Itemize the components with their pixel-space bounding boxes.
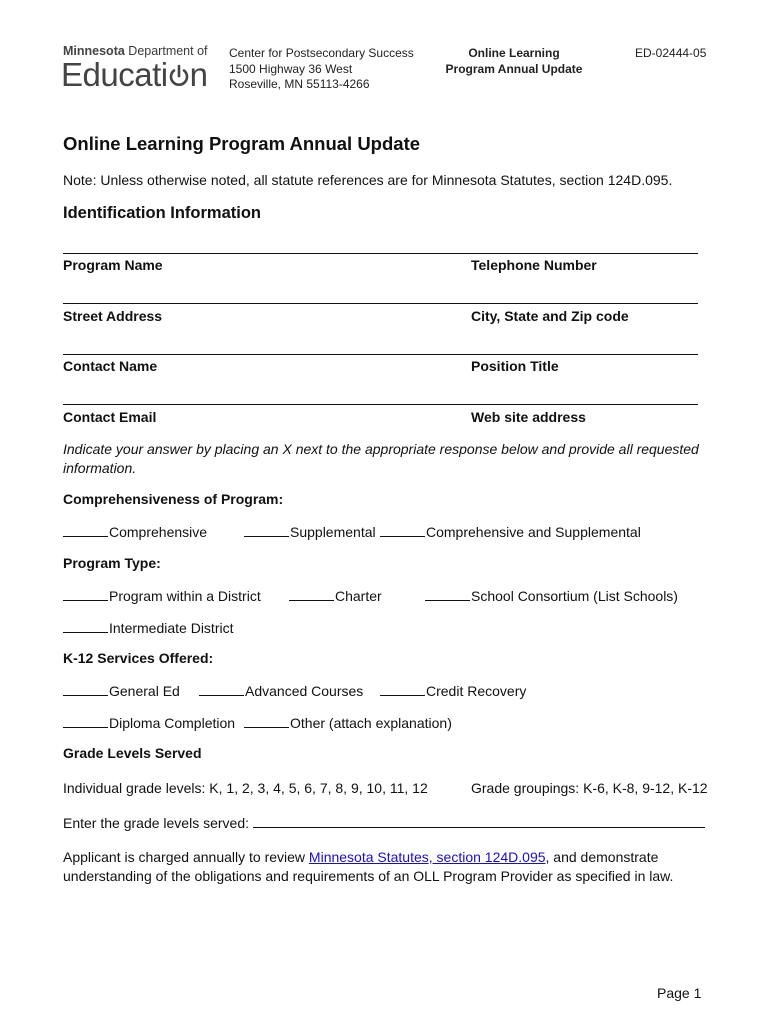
option-advanced-courses[interactable]: Advanced Courses bbox=[199, 681, 363, 701]
street-address-label: Street Address bbox=[63, 308, 163, 324]
services-heading: K-12 Services Offered: bbox=[63, 650, 214, 666]
checkbox-blank[interactable] bbox=[244, 713, 289, 728]
enter-grade-levels: Enter the grade levels served: bbox=[63, 813, 705, 833]
page-number: Page 1 bbox=[657, 985, 702, 1001]
contact-email-label: Contact Email bbox=[63, 409, 157, 425]
checkbox-blank[interactable] bbox=[380, 681, 425, 696]
option-school-consortium[interactable]: School Consortium (List Schools) bbox=[425, 586, 678, 606]
checkbox-blank[interactable] bbox=[425, 586, 470, 601]
contact-name-label: Contact Name bbox=[63, 358, 158, 374]
grade-groupings: Grade groupings: K-6, K-8, 9-12, K-12 bbox=[471, 780, 708, 796]
program-type-heading: Program Type: bbox=[63, 555, 161, 571]
page-title: Online Learning Program Annual Update bbox=[63, 133, 421, 154]
program-name-line[interactable] bbox=[63, 253, 698, 254]
contact-email-line[interactable] bbox=[63, 404, 698, 405]
instructions: Indicate your answer by placing an X next to the appropriate response below and provide all requested information. bbox=[63, 441, 699, 476]
option-supplemental[interactable]: Supplemental bbox=[244, 522, 376, 542]
checkbox-blank[interactable] bbox=[63, 713, 108, 728]
option-charter[interactable]: Charter bbox=[289, 586, 382, 606]
checkbox-blank[interactable] bbox=[63, 618, 108, 633]
grade-levels-heading: Grade Levels Served bbox=[63, 745, 202, 761]
option-comprehensive[interactable]: Comprehensive bbox=[63, 522, 207, 542]
logo-tagline: Minnesota Department of bbox=[63, 44, 208, 58]
identification-heading: Identification Information bbox=[63, 204, 261, 222]
city-state-zip-label: City, State and Zip code bbox=[471, 308, 629, 324]
checkbox-blank[interactable] bbox=[63, 586, 108, 601]
grade-levels-input[interactable] bbox=[253, 813, 705, 828]
checkbox-blank[interactable] bbox=[199, 681, 244, 696]
option-credit-recovery[interactable]: Credit Recovery bbox=[380, 681, 526, 701]
checkbox-blank[interactable] bbox=[380, 522, 425, 537]
option-program-within-district[interactable]: Program within a District bbox=[63, 586, 261, 606]
position-title-label: Position Title bbox=[471, 358, 559, 374]
option-diploma-completion[interactable]: Diploma Completion bbox=[63, 713, 235, 733]
office-address: Center for Postsecondary Success 1500 Highway 36 West Roseville, MN 55113-4266 bbox=[229, 46, 414, 91]
street-address-line[interactable] bbox=[63, 303, 698, 304]
option-intermediate-district[interactable]: Intermediate District bbox=[63, 618, 233, 638]
website-label: Web site address bbox=[471, 409, 586, 425]
checkbox-blank[interactable] bbox=[63, 522, 108, 537]
power-icon bbox=[168, 64, 190, 88]
education-logo: Educati n bbox=[61, 56, 208, 93]
form-title-header: Online Learning Program Annual Update bbox=[445, 46, 583, 76]
option-general-ed[interactable]: General Ed bbox=[63, 681, 180, 701]
checkbox-blank[interactable] bbox=[244, 522, 289, 537]
checkbox-blank[interactable] bbox=[289, 586, 334, 601]
option-other[interactable]: Other (attach explanation) bbox=[244, 713, 452, 733]
statute-note: Note: Unless otherwise noted, all statute references are for Minnesota Statutes, section 124D.095. bbox=[63, 172, 673, 188]
program-name-label: Program Name bbox=[63, 257, 163, 273]
comprehensiveness-heading: Comprehensiveness of Program: bbox=[63, 491, 284, 507]
form-number: ED-02444-05 bbox=[635, 46, 707, 60]
checkbox-blank[interactable] bbox=[63, 681, 108, 696]
telephone-label: Telephone Number bbox=[471, 257, 597, 273]
individual-grade-levels: Individual grade levels: K, 1, 2, 3, 4, 5, 6, 7, 8, 9, 10, 11, 12 bbox=[63, 780, 428, 796]
statute-link[interactable]: Minnesota Statutes, section 124D.095 bbox=[308, 849, 546, 865]
contact-name-line[interactable] bbox=[63, 354, 698, 355]
closing-paragraph: Applicant is charged annually to review Minnesota Statutes, section 124D.095, and demonstrate understanding of the obligations and requirements of an OLL Program Provider as specified in law. bbox=[63, 849, 674, 884]
option-comprehensive-supplemental[interactable]: Comprehensive and Supplemental bbox=[380, 522, 641, 542]
